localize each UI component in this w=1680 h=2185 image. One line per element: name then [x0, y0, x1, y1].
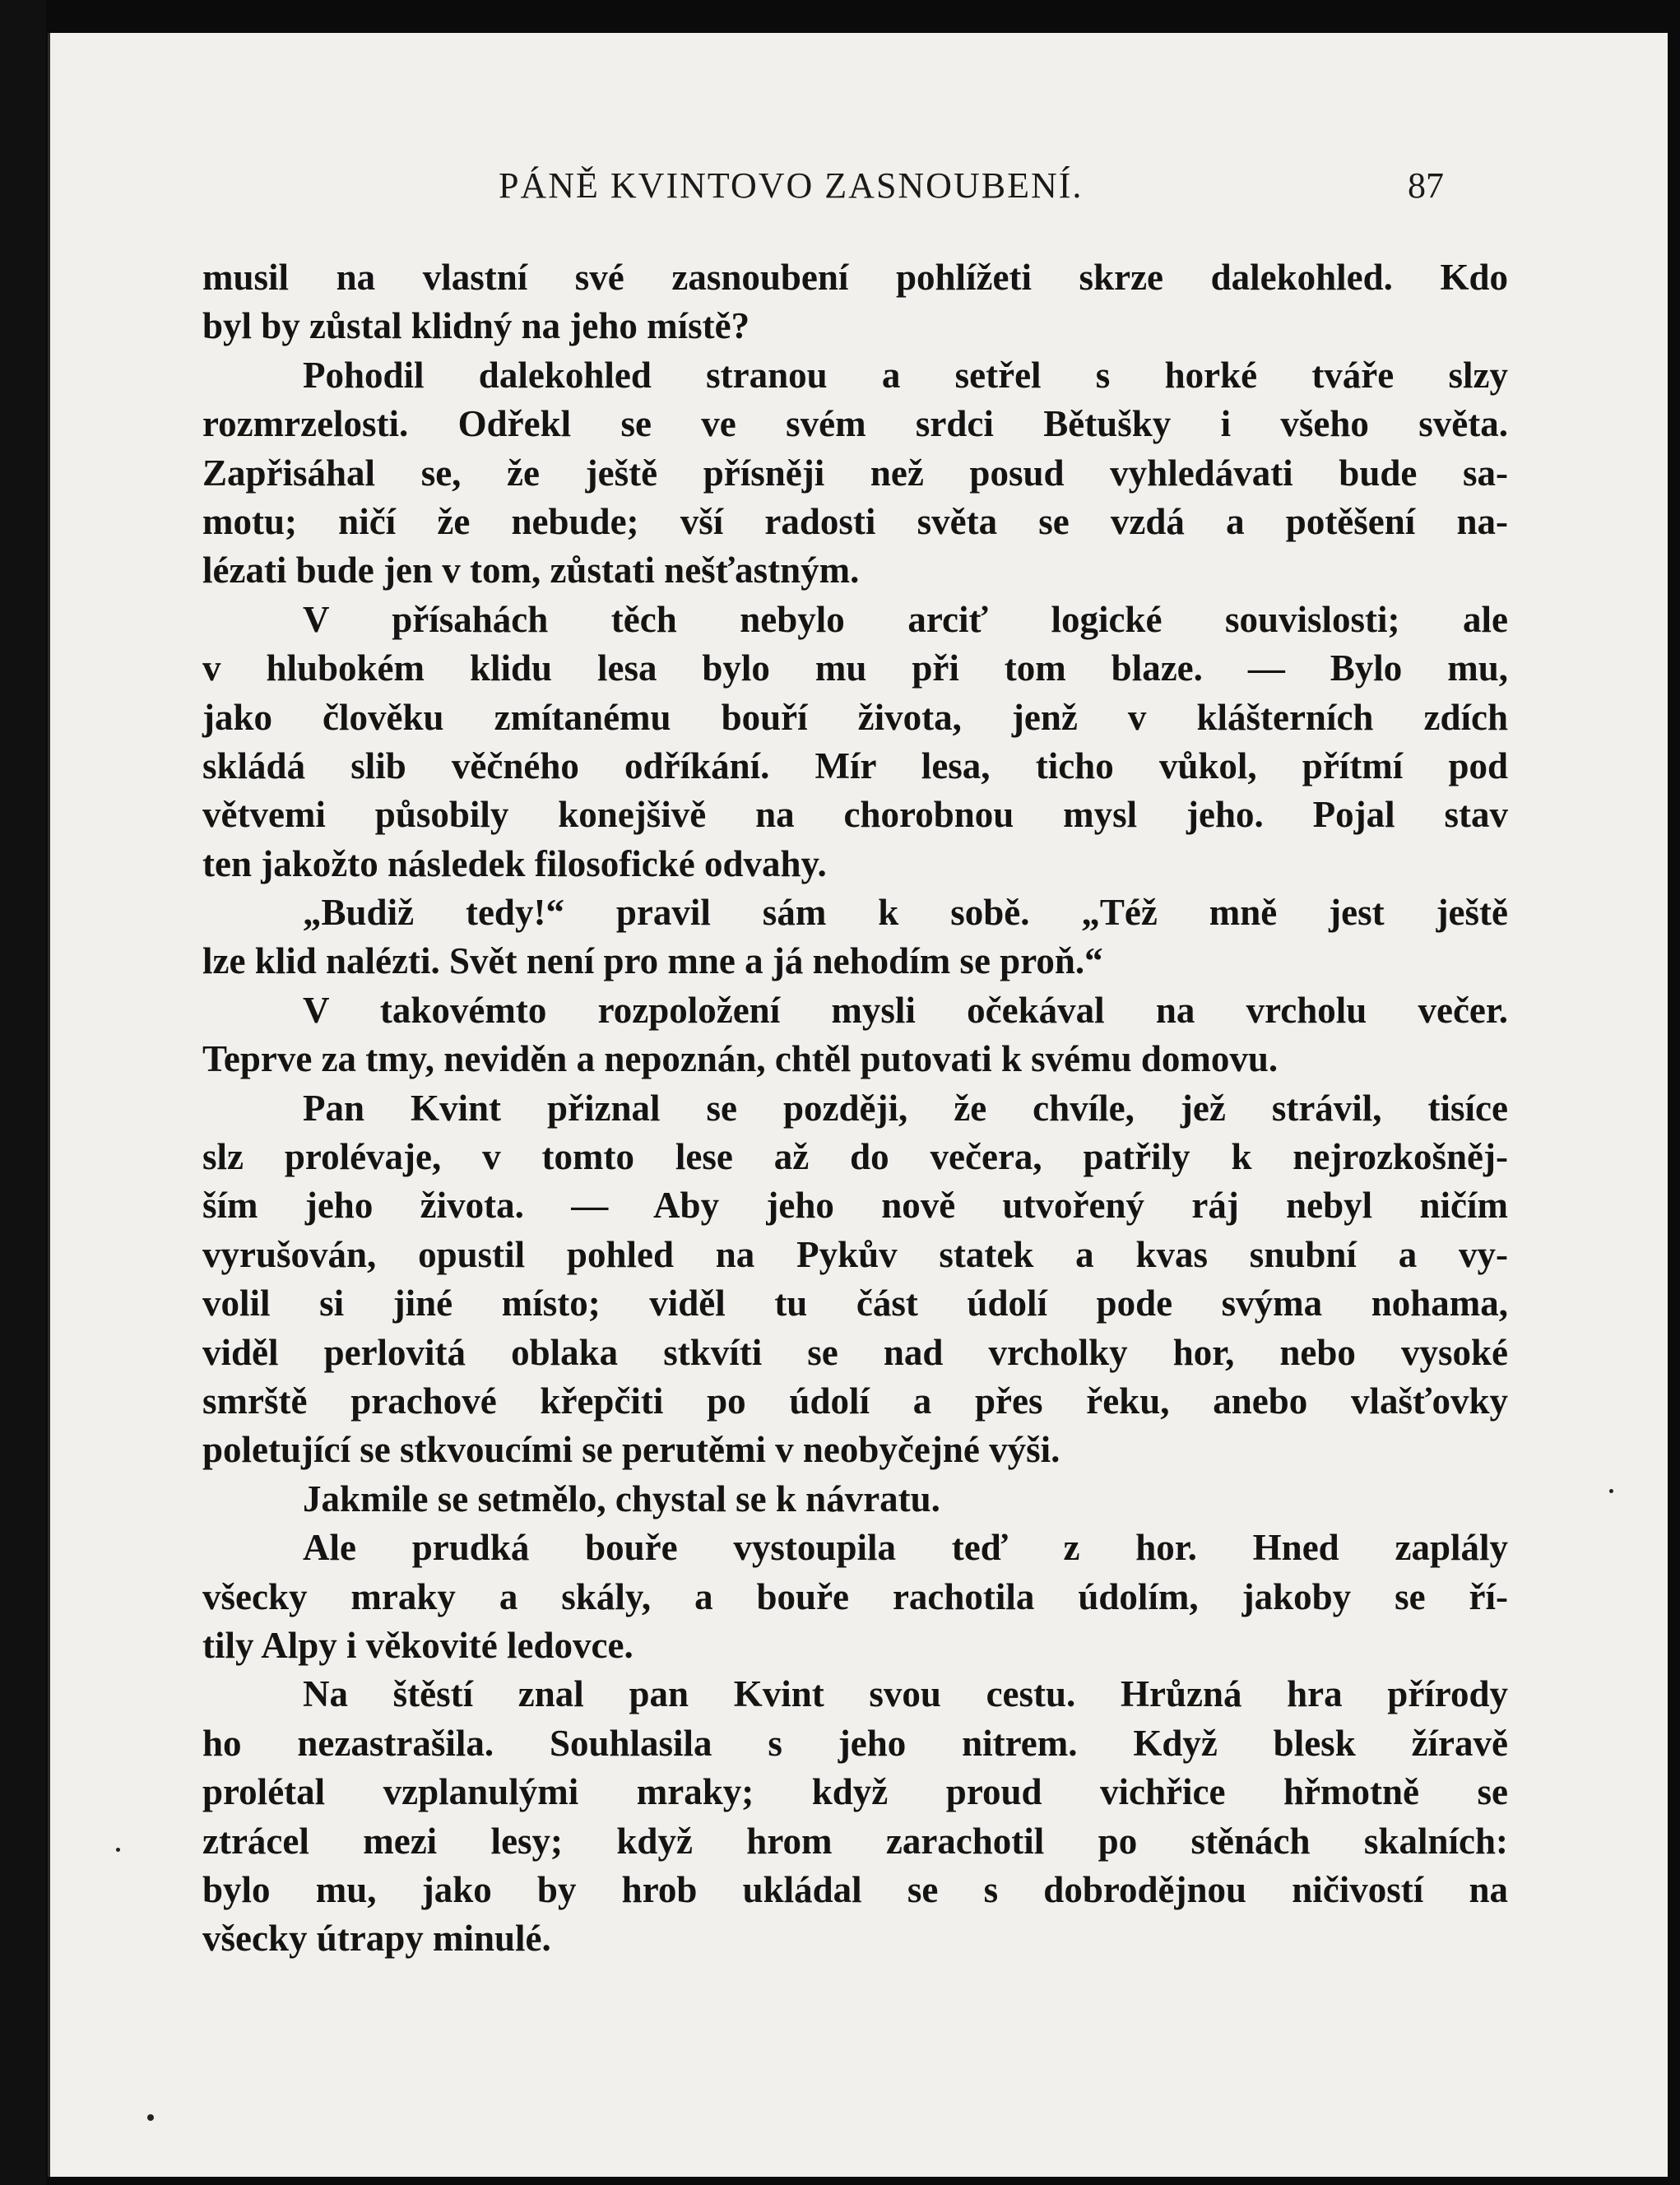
text-line: Zapřisáhal se, že ještě přísněji než posud vyhledávati bude sa- — [202, 452, 1508, 494]
text-line: ten jakožto následek filosofické odvahy. — [202, 842, 827, 884]
text-line: Jakmile se setmělo, chystal se k návratu. — [303, 1478, 940, 1519]
text-line: vyrušován, opustil pohled na Pykův statek a kvas snubní a vy- — [202, 1233, 1508, 1275]
text-line: Ale prudká bouře vystoupila teď z hor. Hned zaplály — [303, 1527, 1508, 1569]
text-line: větvemi působily konejšivě na chorobnou mysl jeho. Pojal stav — [202, 794, 1508, 836]
text-line: Na štěstí znal pan Kvint svou cestu. Hrůzná hra přírody — [303, 1673, 1508, 1715]
text-line: lze klid nalézti. Svět není pro mne a já nehodím se proň.“ — [202, 940, 1103, 982]
text-line: slz prolévaje, v tomto lese až do večera, patřily k nejrozkošněj- — [202, 1136, 1508, 1178]
text-line: skládá slib věčného odříkání. Mír lesa, ticho vůkol, přítmí pod — [202, 745, 1508, 786]
text-line: ho nezastrašila. Souhlasila s jeho nitrem. Když blesk žíravě — [202, 1722, 1508, 1764]
text-line: poletující se stkvoucími se perutěmi v neobyčejné výši. — [202, 1429, 1060, 1471]
scan-speck — [147, 2114, 154, 2121]
text-line: všecky mraky a skály, a bouře rachotila údolím, jakoby se ří- — [202, 1575, 1508, 1617]
text-line: jako člověku zmítanému bouří života, jenž v klášterních zdích — [202, 696, 1508, 738]
page-header — [50, 156, 1668, 214]
text-line: „Budiž tedy!“ pravil sám k sobě. „Též mně jest ještě — [303, 892, 1508, 934]
text-line: bylo mu, jako by hrob ukládal se s dobrodějnou ničivostí na — [202, 1868, 1508, 1910]
scan-speck — [1609, 1489, 1613, 1493]
text-line: v hlubokém klidu lesa bylo mu při tom blaze. — Bylo mu, — [202, 647, 1508, 689]
text-line: volil si jiné místo; viděl tu část údolí pode svýma nohama, — [202, 1283, 1508, 1324]
scan-speck — [116, 1848, 120, 1852]
page-number: 87 — [1408, 165, 1444, 206]
text-line: Pan Kvint přiznal se později, že chvíle, jež strávil, tisíce — [303, 1087, 1508, 1129]
text-line: rozmrzelosti. Odřekl se ve svém srdci Bětušky i všeho světa. — [202, 403, 1508, 445]
running-title: PÁNĚ KVINTOVO ZASNOUBENÍ. — [499, 165, 1084, 206]
binding-edge — [0, 0, 46, 2185]
body-text — [202, 253, 1508, 1964]
text-line: V přísahách těch nebylo arciť logické souvislosti; ale — [303, 598, 1508, 640]
text-line: Pohodil dalekohled stranou a setřel s horké tváře slzy — [303, 354, 1508, 396]
text-line: prolétal vzplanulými mraky; když proud vichřice hřmotně se — [202, 1771, 1508, 1813]
text-line: všecky útrapy minulé. — [202, 1918, 551, 1960]
text-line: lézati bude jen v tom, zůstati nešťastným. — [202, 550, 860, 591]
text-line: byl by zůstal klidný na jeho místě? — [202, 305, 750, 347]
text-line: tily Alpy i věkovité ledovce. — [202, 1624, 633, 1666]
text-line: ztrácel mezi lesy; když hrom zarachotil po stěnách skalních: — [202, 1820, 1508, 1862]
text-line: smrště prachové křepčiti po údolí a přes řeku, anebo vlašťovky — [202, 1380, 1508, 1422]
text-line: viděl perlovitá oblaka stkvíti se nad vrcholky hor, nebo vysoké — [202, 1331, 1508, 1373]
text-line: ším jeho života. — Aby jeho nově utvořený ráj nebyl ničím — [202, 1185, 1508, 1227]
text-line: V takovémto rozpoložení mysli očekával na vrcholu večer. — [303, 989, 1508, 1031]
text-line: Teprve za tmy, neviděn a nepoznán, chtěl putovati k svému domovu. — [202, 1038, 1279, 1080]
text-line: motu; ničí že nebude; vší radosti světa se vzdá a potěšení na- — [202, 500, 1508, 542]
text-line: musil na vlastní své zasnoubení pohlížeti skrze dalekohled. Kdo — [202, 257, 1508, 298]
book-page — [48, 33, 1668, 2177]
